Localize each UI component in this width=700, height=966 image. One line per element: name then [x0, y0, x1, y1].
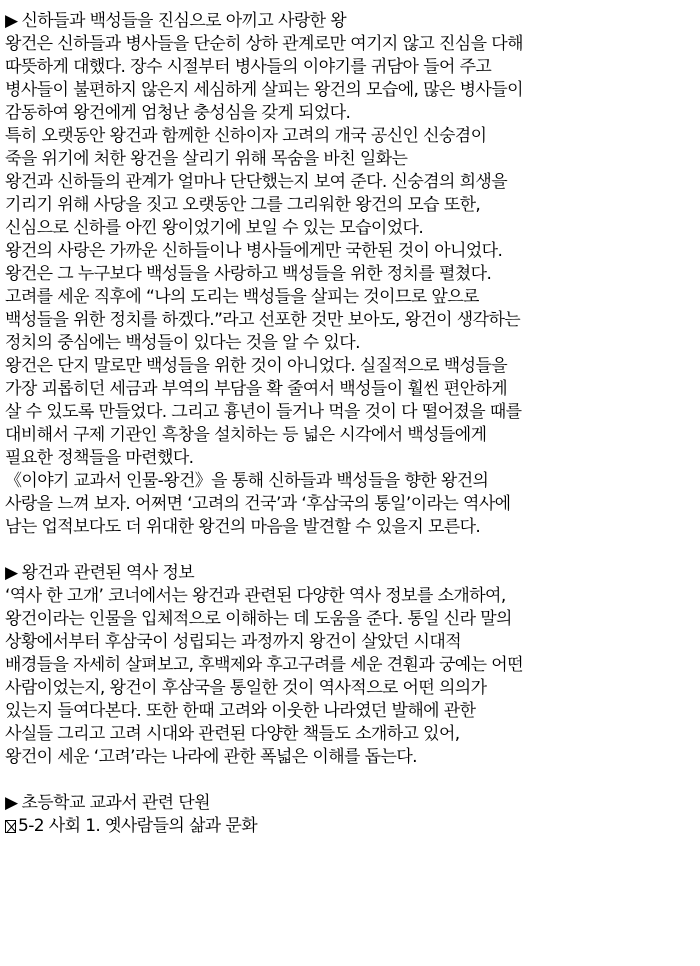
- section1-line: 따뜻하게 대했다. 장수 시절부터 병사들의 이야기를 귀담아 들어 주고: [5, 57, 492, 77]
- section1-line: 왕건은 그 누구보다 백성들을 사랑하고 백성들을 위한 정치를 펼쳤다.: [5, 264, 492, 284]
- section1-line: 죽을 위기에 처한 왕건을 살리기 위해 목숨을 바친 일화는: [5, 149, 408, 169]
- section1-line: 정치의 중심에는 백성들이 있다는 것을 알 수 있다.: [5, 333, 360, 353]
- section1-line: 기리기 위해 사당을 짓고 오랫동안 그를 그리워한 왕건의 모습 또한,: [5, 195, 481, 215]
- triangle-bullet-icon: ▶: [5, 563, 18, 583]
- paragraph-gap: [5, 769, 695, 792]
- curriculum-item-text: 5-2 사회 1. 옛사람들의 삶과 문화: [18, 816, 258, 836]
- section1-line: 대비해서 구제 기관인 흑창을 설치하는 등 넓은 시각에서 백성들에게: [5, 425, 487, 445]
- section1-line: 고려를 세운 직후에 “나의 도리는 백성들을 살피는 것이므로 앞으로: [5, 287, 479, 307]
- section1-line: 감동하여 왕건에게 엄청난 충성심을 갖게 되었다.: [5, 103, 351, 123]
- section1-line: 특히 오랫동안 왕건과 함께한 신하이자 고려의 개국 공신인 신숭겸이: [5, 126, 487, 146]
- section3-heading: [5, 792, 695, 815]
- section1-line: 사랑을 느껴 보자. 어쩌면 ‘고려의 건국’과 ‘후삼국의 통일’이라는 역사에: [5, 494, 511, 514]
- section1-heading: [5, 10, 695, 33]
- curriculum-item: [5, 815, 695, 838]
- section2-heading: [5, 562, 695, 585]
- section1-line: 필요한 정책들을 마련했다.: [5, 448, 194, 468]
- section1-line: 신심으로 신하를 아낀 왕이었기에 보일 수 있는 모습이었다.: [5, 218, 424, 238]
- section2-line: 있는지 들여다본다. 또한 한때 고려와 이웃한 나라였던 발해에 관한: [5, 701, 476, 721]
- section2-heading-text: 왕건과 관련된 역사 정보: [21, 563, 195, 583]
- section2-line: 왕건이 세운 ‘고려’라는 나라에 관한 폭넓은 이해를 돕는다.: [5, 747, 417, 767]
- section1-line: 살 수 있도록 만들었다. 그리고 흉년이 들거나 먹을 것이 다 떨어졌을 때를: [5, 402, 522, 422]
- section1-line: 남는 업적보다도 더 위대한 왕건의 마음을 발견할 수 있을지 모른다.: [5, 517, 481, 537]
- section2-line: 왕건이라는 인물을 입체적으로 이해하는 데 도움을 준다. 통일 신라 말의: [5, 609, 512, 629]
- document-page: [5, 10, 695, 838]
- section2-line: ‘역사 한 고개’ 코너에서는 왕건과 관련된 다양한 역사 정보를 소개하여,: [5, 586, 506, 606]
- triangle-bullet-icon: ▶: [5, 11, 18, 31]
- missing-glyph-box-icon: [5, 820, 16, 833]
- section2-line: 상황에서부터 후삼국이 성립되는 과정까지 왕건이 살았던 시대적: [5, 632, 462, 652]
- section1-line: 왕건은 신하들과 병사들을 단순히 상하 관계로만 여기지 않고 진심을 다해: [5, 34, 523, 54]
- section1-line: 왕건은 단지 말로만 백성들을 위한 것이 아니었다. 실질적으로 백성들을: [5, 356, 508, 376]
- triangle-bullet-icon: ▶: [5, 793, 18, 813]
- section1-line: 가장 괴롭히던 세금과 부역의 부담을 확 줄여서 백성들이 훨씬 편안하게: [5, 379, 508, 399]
- paragraph-gap: [5, 539, 695, 562]
- section2-line: 사람이었는지, 왕건이 후삼국을 통일한 것이 역사적으로 어떤 의의가: [5, 678, 487, 698]
- section1-line: 왕건의 사랑은 가까운 신하들이나 병사들에게만 국한된 것이 아니었다.: [5, 241, 503, 261]
- section1-line: 왕건과 신하들의 관계가 얼마나 단단했는지 보여 준다. 신숭겸의 희생을: [5, 172, 508, 192]
- section1-line: 병사들이 불편하지 않은지 세심하게 살피는 왕건의 모습에, 많은 병사들이: [5, 80, 523, 100]
- section3-heading-text: 초등학교 교과서 관련 단원: [21, 793, 210, 813]
- section2-line: 배경들을 자세히 살펴보고, 후백제와 후고구려를 세운 견훤과 궁예는 어떤: [5, 655, 523, 675]
- section1-line: 백성들을 위한 정치를 하겠다.”라고 선포한 것만 보아도, 왕건이 생각하는: [5, 310, 521, 330]
- section1-heading-text: 신하들과 백성들을 진심으로 아끼고 사랑한 왕: [21, 11, 347, 31]
- section2-line: 사실들 그리고 고려 시대와 관련된 다양한 책들도 소개하고 있어,: [5, 724, 460, 744]
- section1-line: 《이야기 교과서 인물-왕건》을 통해 신하들과 백성들을 향한 왕건의: [5, 471, 489, 491]
